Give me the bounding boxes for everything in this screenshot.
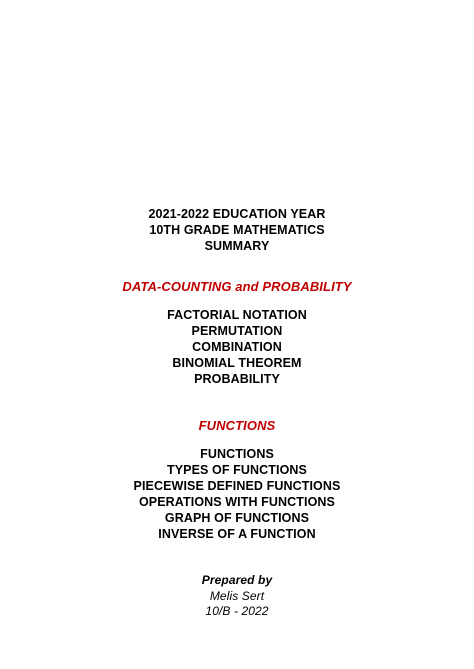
course-heading: 10TH GRADE MATHEMATICS [149, 223, 325, 237]
section-title-functions: FUNCTIONS [198, 418, 276, 433]
topic-probability: PROBABILITY [194, 372, 280, 386]
topic-operations-with-functions: OPERATIONS WITH FUNCTIONS [138, 495, 335, 509]
education-year-heading: 2021-2022 EDUCATION YEAR [148, 207, 326, 221]
topic-permutation: PERMUTATION [191, 324, 283, 338]
author-name: Melis Sert [209, 589, 265, 603]
prepared-by-label: Prepared by [201, 573, 273, 587]
topic-graph-of-functions: GRAPH OF FUNCTIONS [164, 511, 310, 525]
topic-piecewise-defined-functions: PIECEWISE DEFINED FUNCTIONS [133, 479, 341, 493]
topic-types-of-functions: TYPES OF FUNCTIONS [166, 463, 307, 477]
topic-binomial-theorem: BINOMIAL THEOREM [172, 356, 302, 370]
topic-functions: FUNCTIONS [200, 447, 274, 461]
class-year: 10/B - 2022 [205, 604, 269, 618]
topic-combination: COMBINATION [192, 340, 282, 354]
topic-inverse-of-a-function: INVERSE OF A FUNCTION [158, 527, 316, 541]
section-title-data-counting: DATA-COUNTING and PROBABILITY [122, 279, 352, 294]
summary-heading: SUMMARY [204, 239, 270, 253]
topic-factorial-notation: FACTORIAL NOTATION [167, 308, 307, 322]
